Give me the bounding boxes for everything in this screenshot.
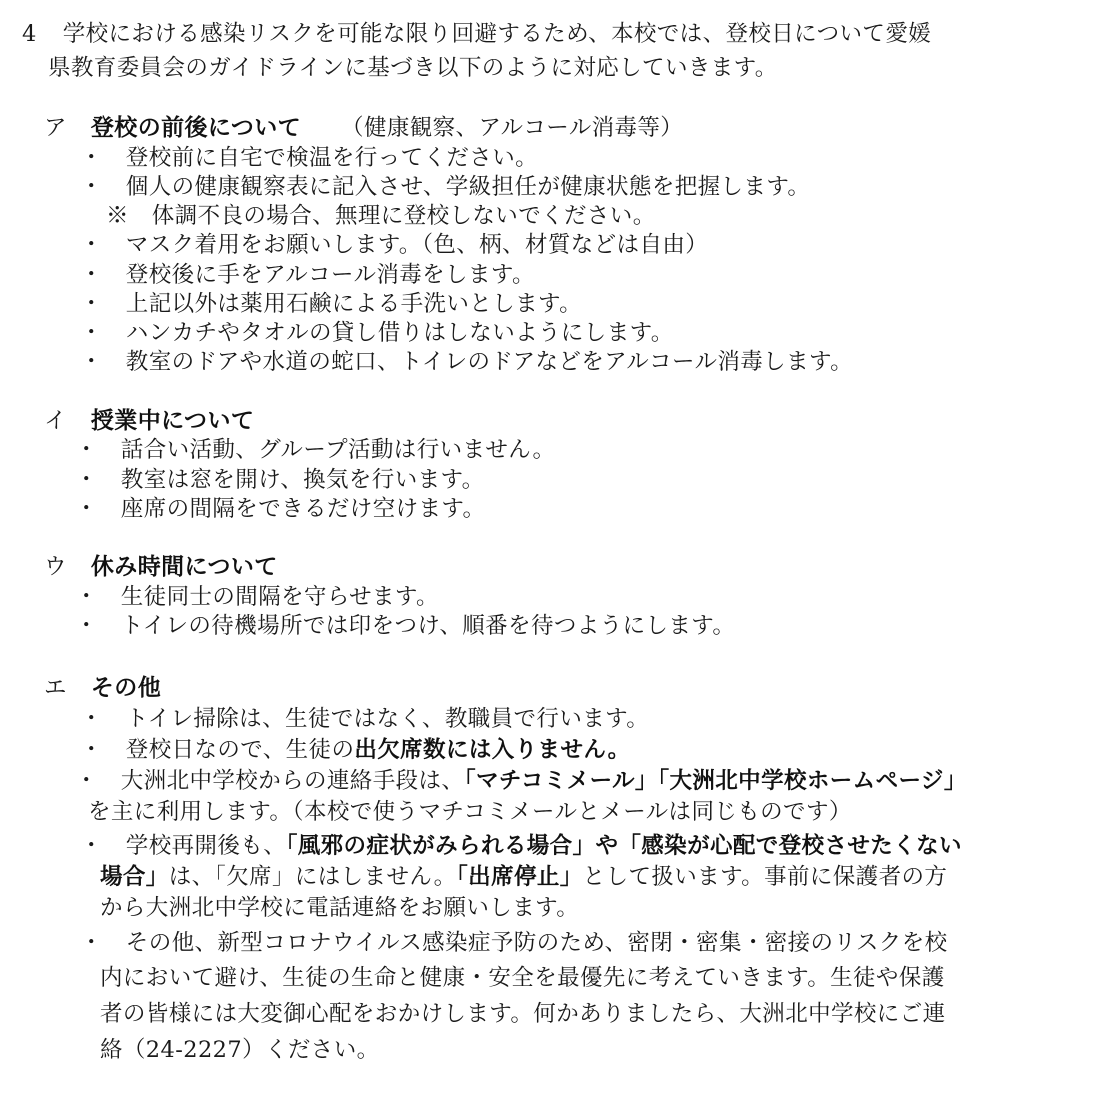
section-e-item-3-line-2: を主に利用します。（本校で使うマチコミメールとメールは同じものです）: [88, 799, 852, 825]
section-a-heading: [44, 113, 683, 143]
section-e-item-4-text: ・ 学校再開後も、: [80, 833, 287, 859]
section-a-item: ・ 登校前に自宅で検温を行ってください。: [80, 145, 539, 171]
section-u-item: ・ 生徒同士の間隔を守らせます。: [75, 584, 439, 610]
intro-text-1: 学校における感染リスクを可能な限り回避するため、本校では、登校日について愛媛: [62, 21, 932, 47]
section-e-item-1: ・ トイレ掃除は、生徒ではなく、教職員で行います。: [80, 706, 650, 732]
section-e-item-2: [80, 735, 631, 765]
section-e-item-3-bold: 「マチコミメール」「大洲北中学校ホームページ」: [464, 768, 967, 794]
section-i-marker: イ: [44, 408, 67, 434]
section-a-item: ・ ハンカチやタオルの貸し借りはしないようにします。: [80, 320, 674, 346]
intro-line-2: 県教育委員会のガイドラインに基づき以下のように対応していきます。: [48, 55, 778, 81]
section-e-item-5-line-3: 者の皆様には大変御心配をおかけします。何かありましたら、大洲北中学校にご連: [100, 1001, 946, 1027]
section-e-item-2-bold: 出欠席数には入りません。: [354, 737, 631, 763]
section-i-item: ・ 話合い活動、グループ活動は行いません。: [75, 437, 556, 463]
section-e-item-3: [75, 766, 967, 796]
section-e-item-4-mid-2: は、「欠席」にはしません。: [168, 864, 457, 890]
section-e-item-3-text: ・ 大洲北中学校からの連絡手段は、: [75, 768, 465, 794]
section-e-item-5: ・ その他、新型コロナウイルス感染症予防のため、密閉・密集・密接のリスクを校: [80, 930, 948, 956]
section-a-item: ・ 個人の健康観察表に記入させ、学級担任が健康状態を把握します。: [80, 174, 811, 200]
section-e-item-4-bold-1: 「風邪の症状がみられる場合」: [286, 833, 596, 859]
section-e-item-4-post-2: として扱います。事前に保護者の方: [582, 864, 948, 890]
section-u-heading: [44, 552, 278, 582]
section-e-marker: エ: [44, 675, 67, 701]
section-u-title: 休み時間について: [90, 554, 278, 580]
section-a-note-item: ※ 体調不良の場合、無理に登校しないでください。: [106, 203, 656, 229]
intro-number: 4: [22, 21, 37, 47]
section-u-marker: ウ: [44, 554, 67, 580]
section-e-title: その他: [90, 675, 162, 701]
section-e-item-4-bold-3: 場合」: [100, 864, 169, 890]
section-e-item-5-line-4: 絡（24-2227）ください。: [100, 1037, 380, 1063]
section-i-heading: [44, 406, 254, 436]
section-e-item-5-line-2: 内において避け、生徒の生命と健康・安全を最優先に考えていきます。生徒や保護: [100, 965, 945, 991]
section-a-item: ・ 教室のドアや水道の蛇口、トイレのドアなどをアルコール消毒します。: [80, 349, 853, 375]
section-a-item: ・ マスク着用をお願いします。（色、柄、材質などは自由）: [80, 232, 709, 258]
section-e-item-4: [80, 831, 962, 861]
section-a-item: ・ 上記以外は薬用石鹸による手洗いとします。: [80, 291, 583, 317]
section-a-item: ・ 登校後に手をアルコール消毒をします。: [80, 262, 535, 288]
section-u-item: ・ トイレの待機場所では印をつけ、順番を待つようにします。: [75, 613, 736, 639]
section-a-title: 登校の前後について: [90, 115, 302, 141]
section-e-item-4-bold-4: 「出席停止」: [456, 864, 583, 890]
section-e-item-2-text: ・ 登校日なので、生徒の: [80, 737, 355, 763]
section-e-item-4-bold-2: 「感染が心配で登校させたくない: [618, 833, 962, 859]
intro-line-1: [22, 19, 931, 49]
section-a-marker: ア: [44, 115, 67, 141]
section-e-item-4-line-2: [100, 862, 947, 892]
section-i-item: ・ 座席の間隔をできるだけ空けます。: [75, 496, 486, 522]
section-a-note: （健康観察、アルコール消毒等）: [341, 115, 684, 141]
section-e-heading: [44, 673, 161, 703]
section-i-title: 授業中について: [90, 408, 255, 434]
section-e-item-4-line-3: から大洲北中学校に電話連絡をお願いします。: [100, 895, 580, 921]
section-e-item-4-mid: や: [595, 833, 619, 859]
section-i-item: ・ 教室は窓を開け、換気を行います。: [75, 467, 485, 493]
